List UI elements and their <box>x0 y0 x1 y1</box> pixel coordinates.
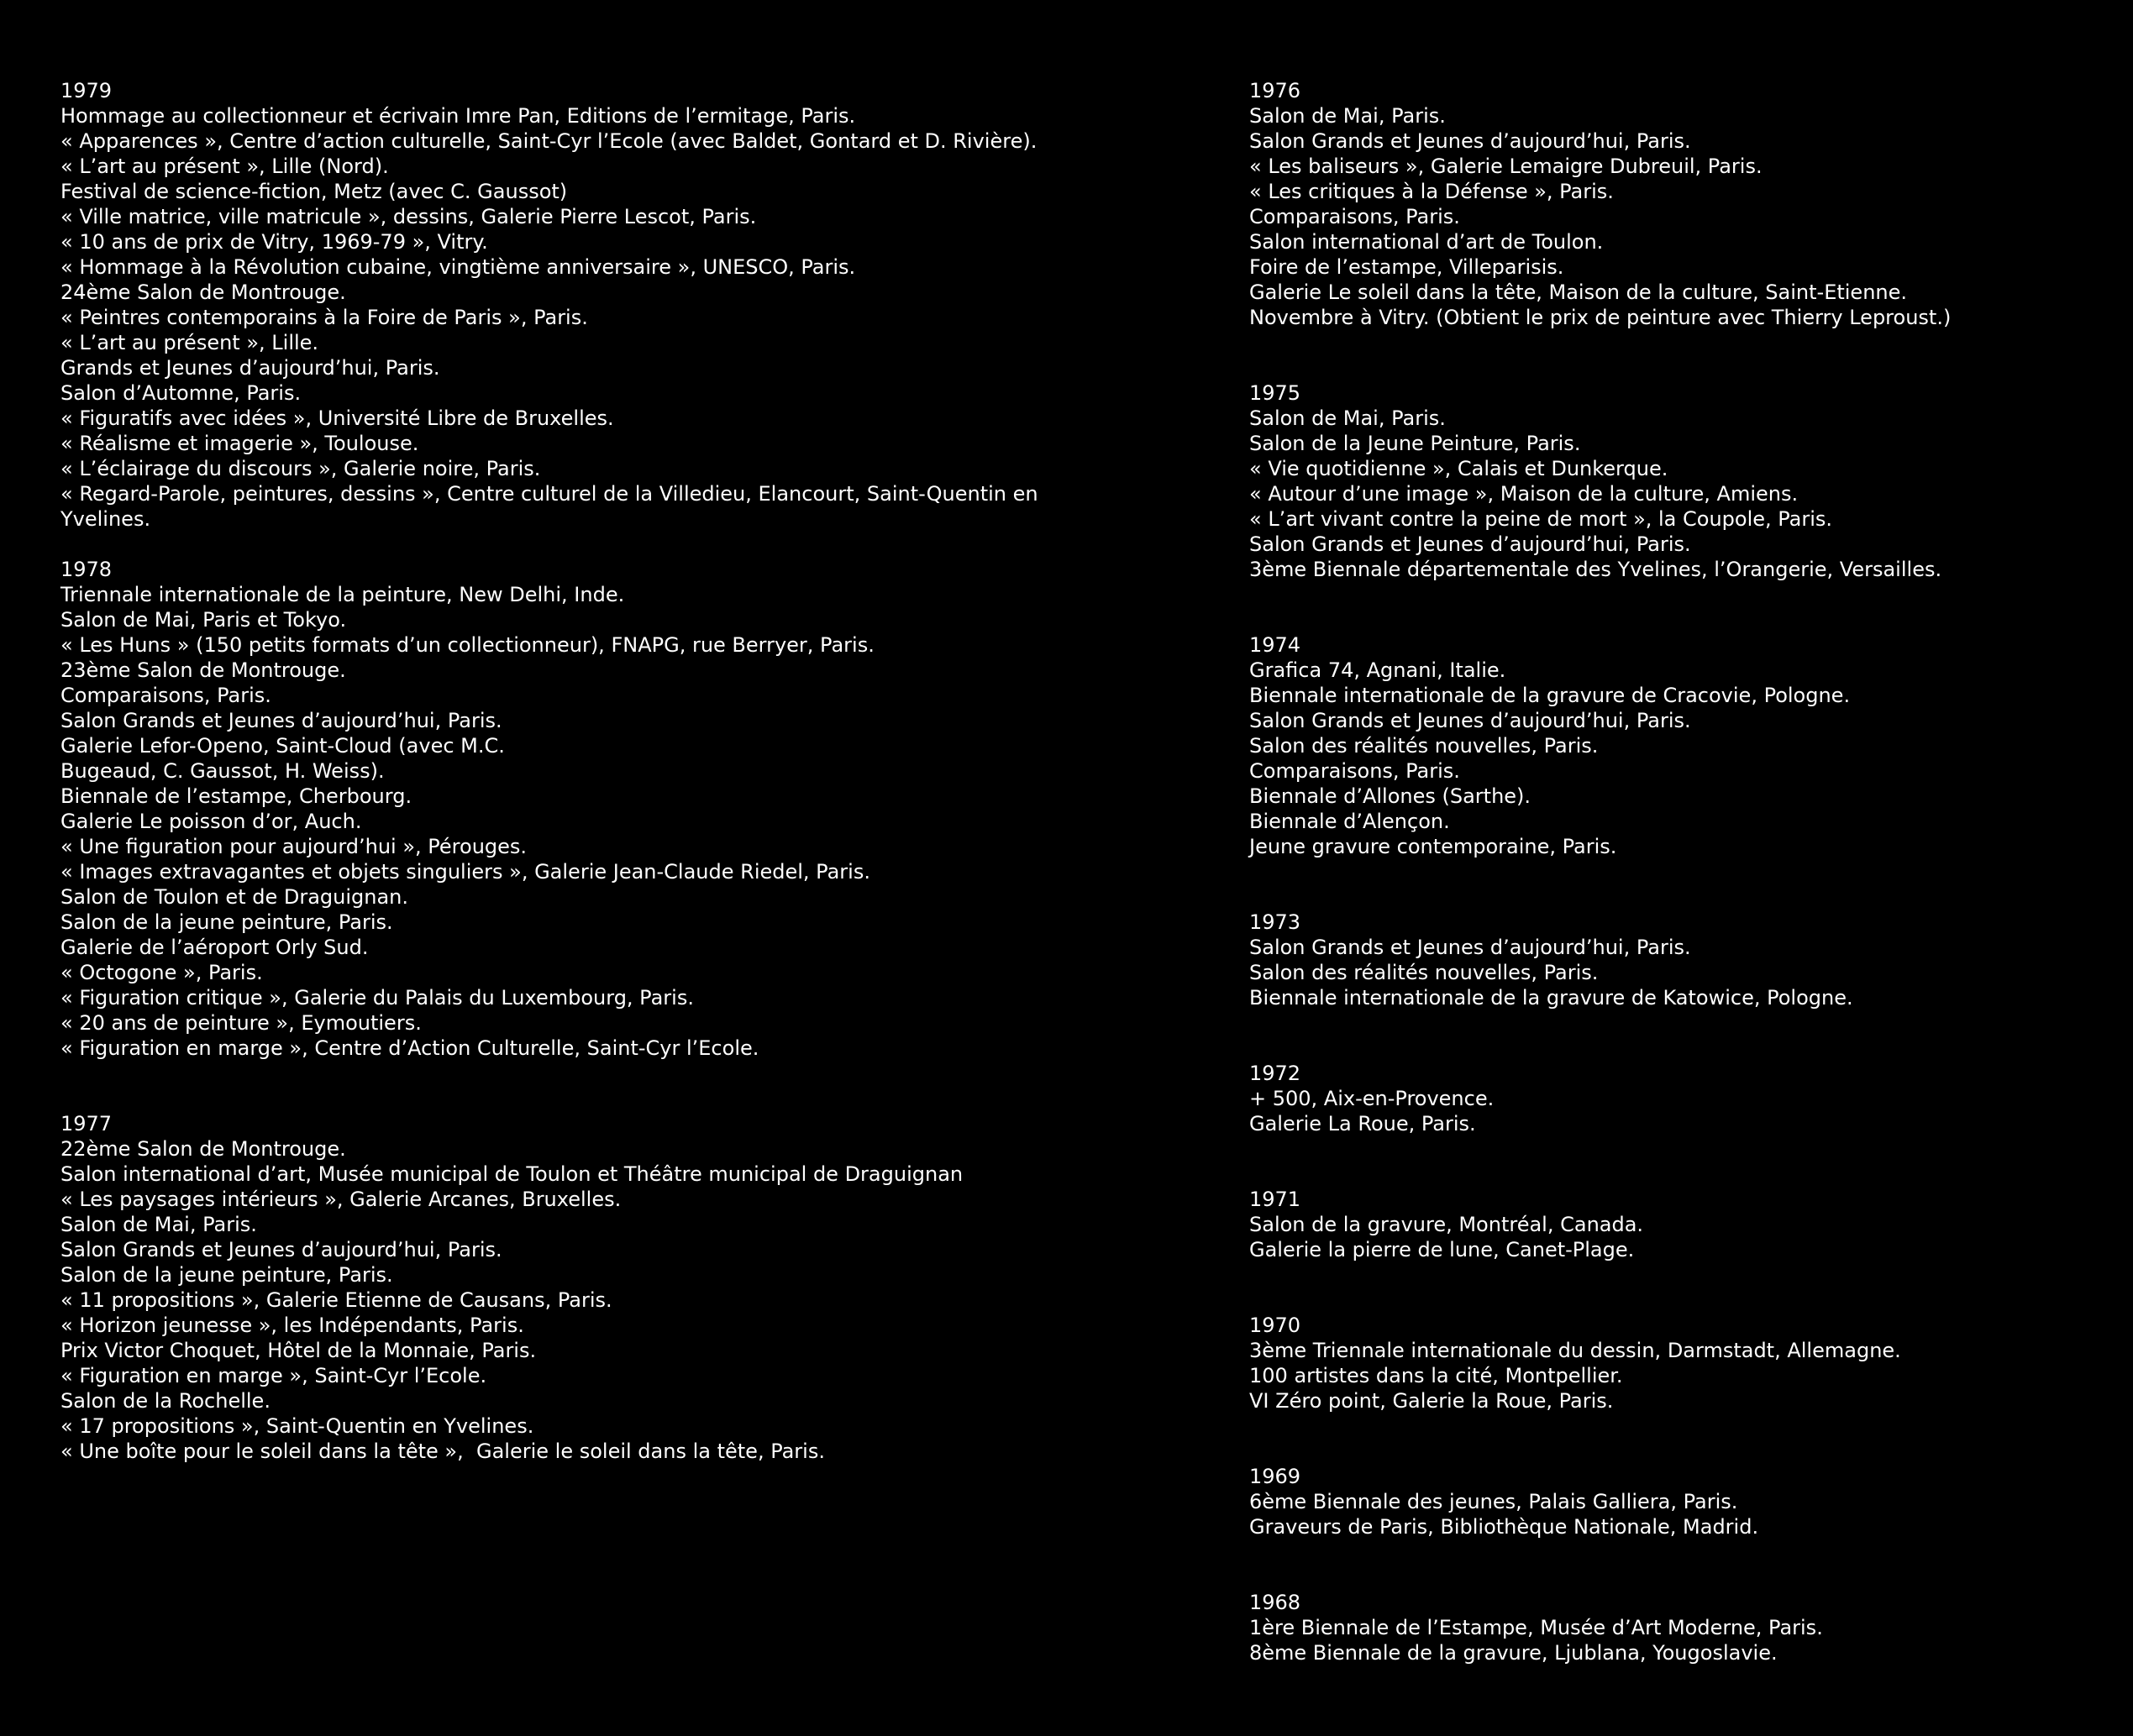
exhibition-entry: Galerie de l’aéroport Orly Sud. <box>60 936 369 959</box>
exhibition-entry: 8ème Biennale de la gravure, Ljublana, Yougoslavie. <box>1249 1641 1778 1665</box>
year-section <box>1249 632 2115 859</box>
year-heading: 1977 <box>60 1112 113 1135</box>
exhibition-entry: Salon international d’art de Toulon. <box>1249 230 1604 254</box>
exhibition-entry: 22ème Salon de Montrouge. <box>60 1137 346 1161</box>
exhibition-entry: Salon des réalités nouvelles, Paris. <box>1249 734 1599 758</box>
exhibition-entry: Salon de la jeune peinture, Paris. <box>60 1263 393 1287</box>
exhibition-entry: Yvelines. <box>60 507 151 531</box>
exhibition-entry: « Ville matrice, ville matricule », dessins, Galerie Pierre Lescot, Paris. <box>60 205 757 228</box>
exhibition-entry: Salon de Mai, Paris. <box>1249 406 1446 430</box>
exhibition-entry: Comparaisons, Paris. <box>60 684 271 707</box>
exhibition-entry: Salon international d’art, Musée municipal de Toulon et Théâtre municipal de Draguignan <box>60 1162 964 1186</box>
year-heading: 1974 <box>1249 633 1301 657</box>
exhibition-entry: « L’art vivant contre la peine de mort », la Coupole, Paris. <box>1249 507 1833 531</box>
year-section <box>60 78 1220 532</box>
exhibition-entry: « Figuration en marge », Centre d’Action Culturelle, Saint-Cyr l’Ecole. <box>60 1036 759 1060</box>
year-heading: 1970 <box>1249 1314 1301 1337</box>
exhibition-entry: « L’éclairage du discours », Galerie noire, Paris. <box>60 457 541 480</box>
exhibition-entry: « 20 ans de peinture », Eymoutiers. <box>60 1011 422 1035</box>
exhibition-entry: Festival de science-fiction, Metz (avec C. Gaussot) <box>60 180 568 203</box>
year-heading: 1979 <box>60 79 113 102</box>
exhibition-entry: Triennale internationale de la peinture, New Delhi, Inde. <box>60 583 625 606</box>
exhibition-entry: « Une boîte pour le soleil dans la tête », Galerie le soleil dans la tête, Paris. <box>60 1440 825 1463</box>
exhibition-entry: « 10 ans de prix de Vitry, 1969-79 », Vitry. <box>60 230 488 254</box>
exhibition-entry: Salon Grands et Jeunes d’aujourd’hui, Paris. <box>1249 129 1691 153</box>
exhibition-entry: Biennale d’Alençon. <box>1249 810 1450 833</box>
exhibition-entry: Biennale d’Allones (Sarthe). <box>1249 784 1531 808</box>
exhibition-entry: 100 artistes dans la cité, Montpellier. <box>1249 1364 1623 1387</box>
exhibition-entry: 24ème Salon de Montrouge. <box>60 281 346 304</box>
exhibition-entry: 6ème Biennale des jeunes, Palais Galliera, Paris. <box>1249 1490 1738 1513</box>
exhibition-entry: « Images extravagantes et objets singuliers », Galerie Jean-Claude Riedel, Paris. <box>60 860 870 884</box>
exhibition-entry: Galerie la pierre de lune, Canet-Plage. <box>1249 1238 1635 1261</box>
exhibition-entry: « Les baliseurs », Galerie Lemaigre Dubreuil, Paris. <box>1249 155 1763 178</box>
exhibition-entry: Salon Grands et Jeunes d’aujourd’hui, Paris. <box>1249 532 1691 556</box>
exhibition-entry: Prix Victor Choquet, Hôtel de la Monnaie, Paris. <box>60 1339 537 1362</box>
exhibition-entry: Hommage au collectionneur et écrivain Imre Pan, Editions de l’ermitage, Paris. <box>60 104 856 128</box>
exhibition-entry: « Une figuration pour aujourd’hui », Pérouges. <box>60 835 528 858</box>
exhibition-entry: « Regard-Parole, peintures, dessins », Centre culturel de la Villedieu, Elancourt, Saint-Quentin en <box>60 482 1038 506</box>
exhibition-entry: Salon de la Rochelle. <box>60 1389 271 1413</box>
exhibition-entry: « Apparences », Centre d’action culturelle, Saint-Cyr l’Ecole (avec Baldet, Gontard et D. Rivière). <box>60 129 1038 153</box>
exhibition-entry: « 11 propositions », Galerie Etienne de Causans, Paris. <box>60 1288 612 1312</box>
exhibition-entry: Galerie Le poisson d’or, Auch. <box>60 810 362 833</box>
exhibition-entry: « Hommage à la Révolution cubaine, vingtième anniversaire », UNESCO, Paris. <box>60 255 856 279</box>
exhibition-entry: « Figuration critique », Galerie du Palais du Luxembourg, Paris. <box>60 986 694 1010</box>
exhibition-entry: « Les Huns » (150 petits formats d’un collectionneur), FNAPG, rue Berryer, Paris. <box>60 633 875 657</box>
year-heading: 1971 <box>1249 1188 1301 1211</box>
exhibition-entry: Galerie La Roue, Paris. <box>1249 1112 1476 1135</box>
exhibition-entry: Salon de la jeune peinture, Paris. <box>60 910 393 934</box>
year-section <box>60 557 1220 1061</box>
exhibition-entry: « Les critiques à la Défense », Paris. <box>1249 180 1614 203</box>
year-heading: 1975 <box>1249 381 1301 405</box>
exhibition-entry: Biennale internationale de la gravure de Cracovie, Pologne. <box>1249 684 1851 707</box>
exhibition-entry: Comparaisons, Paris. <box>1249 759 1460 783</box>
year-heading: 1976 <box>1249 79 1301 102</box>
exhibition-entry: « L’art au présent », Lille. <box>60 331 319 354</box>
exhibition-entry: VI Zéro point, Galerie la Roue, Paris. <box>1249 1389 1614 1413</box>
exhibition-entry: 1ère Biennale de l’Estampe, Musée d’Art Moderne, Paris. <box>1249 1616 1823 1639</box>
year-heading: 1972 <box>1249 1062 1301 1085</box>
exhibition-entry: + 500, Aix-en-Provence. <box>1249 1087 1495 1110</box>
exhibition-entry: Salon de Mai, Paris et Tokyo. <box>60 608 347 632</box>
exhibition-entry: Salon d’Automne, Paris. <box>60 381 302 405</box>
exhibition-entry: « Figuratifs avec idées », Université Libre de Bruxelles. <box>60 406 614 430</box>
exhibition-entry: Comparaisons, Paris. <box>1249 205 1460 228</box>
year-section <box>1249 1061 2115 1136</box>
exhibition-entry: « Octogone », Paris. <box>60 961 263 984</box>
exhibition-entry: 3ème Biennale départementale des Yvelines, l’Orangerie, Versailles. <box>1249 558 1942 581</box>
year-heading: 1969 <box>1249 1465 1301 1488</box>
exhibition-entry: Salon Grands et Jeunes d’aujourd’hui, Paris. <box>60 1238 502 1261</box>
exhibition-entry: Jeune gravure contemporaine, Paris. <box>1249 835 1617 858</box>
exhibition-entry: Salon de la gravure, Montréal, Canada. <box>1249 1213 1644 1236</box>
exhibition-entry: « Horizon jeunesse », les Indépendants, Paris. <box>60 1314 524 1337</box>
year-heading: 1978 <box>60 558 113 581</box>
exhibition-entry: Salon Grands et Jeunes d’aujourd’hui, Paris. <box>1249 709 1691 732</box>
year-section <box>60 1111 1220 1464</box>
exhibition-entry: Salon de Toulon et de Draguignan. <box>60 885 409 909</box>
exhibition-entry: Salon des réalités nouvelles, Paris. <box>1249 961 1599 984</box>
exhibition-entry: Salon de la Jeune Peinture, Paris. <box>1249 432 1581 455</box>
left-column <box>60 78 1220 1464</box>
exhibition-entry: Galerie Lefor-Openo, Saint-Cloud (avec M.C. <box>60 734 505 758</box>
right-column <box>1249 78 2115 1665</box>
exhibition-entry: Foire de l’estampe, Villeparisis. <box>1249 255 1564 279</box>
exhibition-entry: Salon Grands et Jeunes d’aujourd’hui, Paris. <box>60 709 502 732</box>
year-section <box>1249 1590 2115 1665</box>
exhibition-entry: Salon de Mai, Paris. <box>1249 104 1446 128</box>
year-heading: 1973 <box>1249 910 1301 934</box>
exhibition-entry: Grafica 74, Agnani, Italie. <box>1249 658 1506 682</box>
exhibition-entry: Graveurs de Paris, Bibliothèque Nationale, Madrid. <box>1249 1515 1759 1539</box>
exhibition-entry: 3ème Triennale internationale du dessin, Darmstadt, Allemagne. <box>1249 1339 1901 1362</box>
year-heading: 1968 <box>1249 1591 1301 1614</box>
exhibition-entry: « Figuration en marge », Saint-Cyr l’Ecole. <box>60 1364 487 1387</box>
year-section <box>1249 78 2115 330</box>
year-section <box>1249 1187 2115 1262</box>
exhibition-entry: Biennale internationale de la gravure de Katowice, Pologne. <box>1249 986 1853 1010</box>
year-section <box>1249 910 2115 1010</box>
exhibition-entry: « Vie quotidienne », Calais et Dunkerque. <box>1249 457 1668 480</box>
exhibition-entry: Salon Grands et Jeunes d’aujourd’hui, Paris. <box>1249 936 1691 959</box>
exhibition-entry: Novembre à Vitry. (Obtient le prix de peinture avec Thierry Leproust.) <box>1249 306 1952 329</box>
exhibition-entry: Salon de Mai, Paris. <box>60 1213 257 1236</box>
exhibition-entry: « 17 propositions », Saint-Quentin en Yvelines. <box>60 1414 534 1438</box>
exhibition-entry: Biennale de l’estampe, Cherbourg. <box>60 784 412 808</box>
exhibition-entry: « Peintres contemporains à la Foire de Paris », Paris. <box>60 306 588 329</box>
exhibition-entry: Grands et Jeunes d’aujourd’hui, Paris. <box>60 356 440 380</box>
exhibition-entry: « Autour d’une image », Maison de la culture, Amiens. <box>1249 482 1799 506</box>
exhibition-entry: « L’art au présent », Lille (Nord). <box>60 155 389 178</box>
exhibition-entry: « Les paysages intérieurs », Galerie Arcanes, Bruxelles. <box>60 1188 622 1211</box>
exhibition-entry: Bugeaud, C. Gaussot, H. Weiss). <box>60 759 385 783</box>
year-section <box>1249 1464 2115 1539</box>
exhibition-entry: « Réalisme et imagerie », Toulouse. <box>60 432 419 455</box>
year-section <box>1249 1313 2115 1413</box>
year-section <box>1249 380 2115 582</box>
exhibition-entry: 23ème Salon de Montrouge. <box>60 658 346 682</box>
exhibition-entry: Galerie Le soleil dans la tête, Maison de la culture, Saint-Etienne. <box>1249 281 1908 304</box>
